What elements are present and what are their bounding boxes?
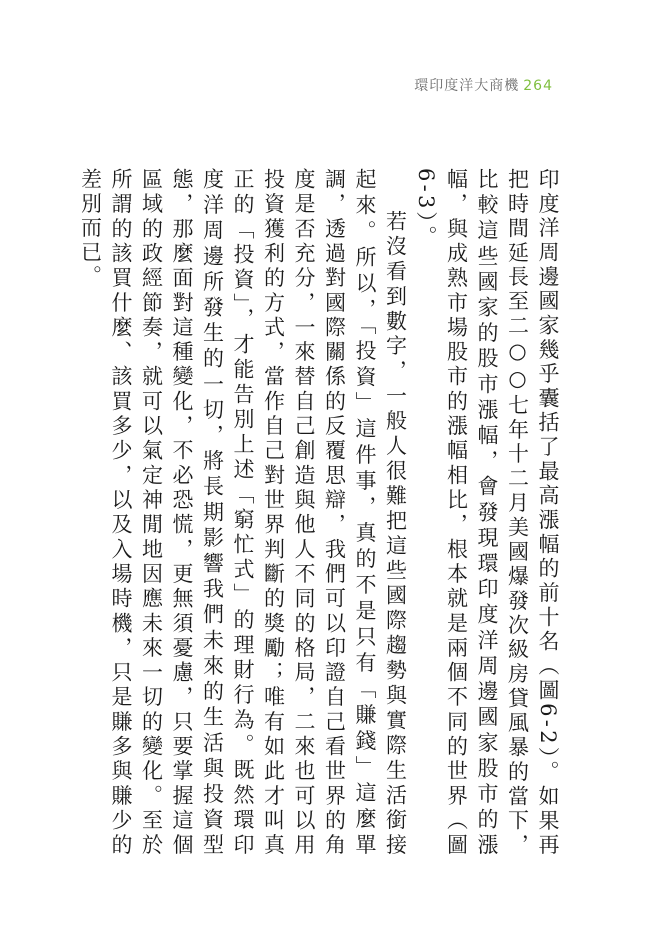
book-title: 環印度洋大商機 bbox=[414, 78, 520, 94]
page-number: 264 bbox=[523, 78, 553, 94]
running-header bbox=[414, 75, 553, 95]
body-text bbox=[78, 168, 563, 858]
paragraph-2: 若沒看到數字，一般人很難把這些國際趨勢與實際生活銜接起來。所以，「投資」這件事，真的不是只有「賺錢」這麼單調，透過對國際關係的反覆思辯，我們可以印證自己看世界的角度是否充分，一來替自己創造與他人不同的格局，二來也可以用投資獲利的方式，當作自己對世界判斷的獎勵；唯有如此才叫真正的「投資」，才能告別上述「窮忙式」的理財行為。既然環印度洋周邊所發生的一切，將長期影響我們未來的生活與投資型態，那麼面對這種變化，不必恐慌，更無須憂慮，只要掌握這個區域的政經節奏，就可以氣定神閒地因應未來一切的變化。至於所謂的該買什麼、該買多少，以及入場時機，只是賺多與賺少的差別而已。 bbox=[78, 168, 408, 858]
paragraph-1: 印度洋周邊國家幾乎囊括了最高漲幅的前十名（圖6-2）。如果再把時間延長至二○○七年十二月美國爆發次級房貸風暴的當下，比較這些國家的股市漲幅，會發現環印度洋周邊國家股市的漲幅，與成熟市場股市的漲幅相比，根本就是兩個不同的世界（圖6-3）。 bbox=[414, 168, 560, 858]
